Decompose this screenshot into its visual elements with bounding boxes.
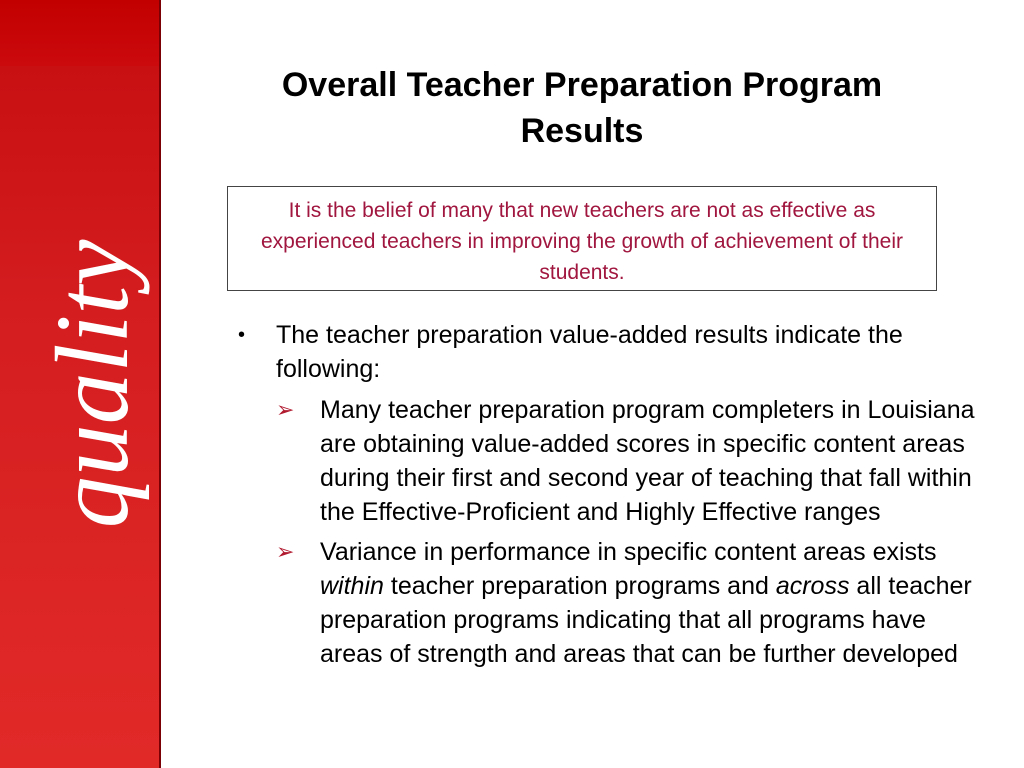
sidebar-panel xyxy=(0,0,161,768)
sidebar-word: quality xyxy=(35,239,150,529)
sub-bullet-list xyxy=(236,393,976,671)
belief-box: It is the belief of many that new teachers are not as effective as experienced teachers in improving the growth of achievement of their students. xyxy=(227,186,937,291)
slide-title: Overall Teacher Preparation Program Results xyxy=(281,66,883,150)
main-bullet-text: The teacher preparation value-added results indicate the following: xyxy=(276,321,903,383)
sub-bullet-text-part: teacher preparation programs and xyxy=(383,572,776,600)
main-bullet xyxy=(236,318,976,386)
bullet-dot-icon: • xyxy=(238,324,246,346)
sidebar-top-band xyxy=(0,0,159,66)
sub-bullet-text-part: Variance in performance in specific content areas exists xyxy=(320,538,937,566)
emphasis-across: across xyxy=(775,572,850,600)
bullet-content xyxy=(236,318,976,677)
sub-bullet-text: Many teacher preparation program completers in Louisiana are obtaining value-added scores in specific content areas during their first and second year of teaching that fall within the Effective-Proficient and Highly Effective ranges xyxy=(320,396,975,526)
arrow-bullet-icon: ➢ xyxy=(276,539,295,564)
sub-bullet-item xyxy=(236,535,976,671)
arrow-bullet-icon: ➢ xyxy=(276,397,295,422)
sub-bullet-item xyxy=(236,393,976,529)
sub-bullet-text-part: all teacher preparation programs indicating that all programs have areas of strength and areas that can be further developed xyxy=(320,572,972,668)
emphasis-within: within xyxy=(320,572,384,600)
